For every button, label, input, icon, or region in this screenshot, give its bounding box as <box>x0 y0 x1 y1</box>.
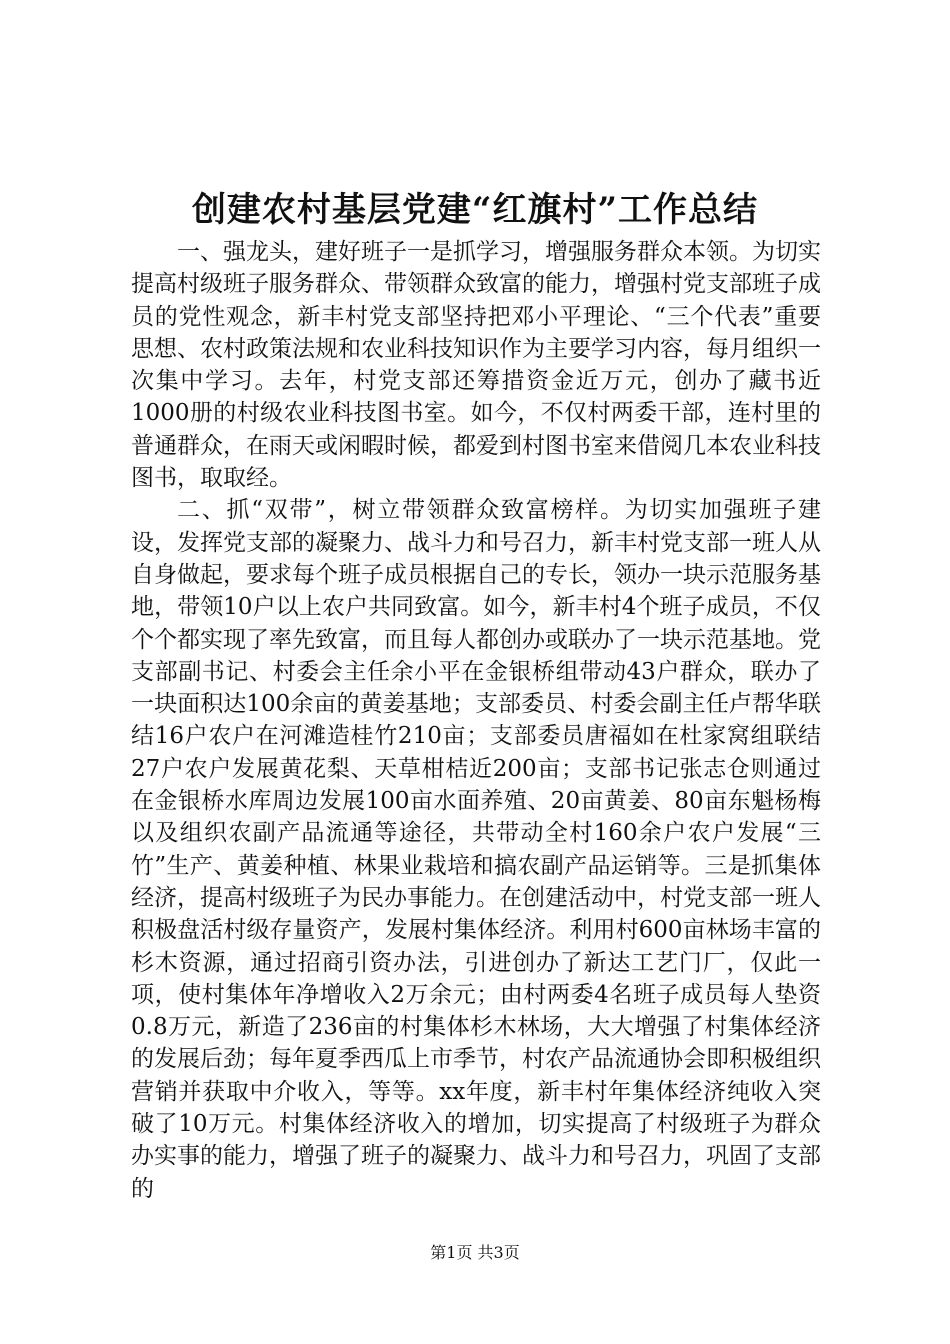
page-number-footer: 第1页 共3页 <box>430 1243 520 1262</box>
paragraph-2: 二、抓“双带”，树立带领群众致富榜样。为切实加强班子建设，发挥党支部的凝聚力、战斗力和号召力，新丰村党支部一班人从自身做起，要求每个班子成员根据自己的专长，领办一块示范服务基地，带领10户以上农户共同致富。如今，新丰村4个班子成员，不仅个个都实现了率先致富，而且每人都创办或联办了一块示范基地。党支部副书记、村委会主任余小平在金银桥组带动43户群众，联办了一块面积达100余亩的黄姜基地；支部委员、村委会副主任卢帮华联结16户农户在河滩造桂竹210亩；支部委员唐福如在杜家窝组联结27户农户发展黄花梨、天草柑桔近200亩；支部书记张志仓则通过在金银桥水库周边发展100亩水面养殖、20亩黄姜、80亩东魁杨梅以及组织农副产品流通等途径，共带动全村160余户农户发展“三竹”生产、黄姜种植、林果业栽培和搞农副产品运销等。三是抓集体经济，提高村级班子为民办事能力。在创建活动中，村党支部一班人积极盘活村级存量资产，发展村集体经济。利用村600亩林场丰富的杉木资源，通过招商引资办法，引进创办了新达工艺门厂，仅此一项，使村集体年净增收入2万余元；由村两委4名班子成员每人垫资0.8万元，新造了236亩的村集体杉木林场，大大增强了村集体经济的发展后劲；每年夏季西瓜上市季节，村农产品流通协会即积极组织营销并获取中介收入，等等。xx年度，新丰村年集体经济纯收入突破了10万元。村集体经济收入的增加，切实提高了村级班子为群众办实事的能力，增强了班子的凝聚力、战斗力和号召力，巩固了支部的 <box>131 497 821 1202</box>
document-title: 创建农村基层党建“红旗村”工作总结 <box>191 190 759 230</box>
paragraph-1: 一、强龙头，建好班子一是抓学习，增强服务群众本领。为切实提高村级班子服务群众、带领群众致富的能力，增强村党支部班子成员的党性观念，新丰村党支部坚持把邓小平理论、“三个代表”重要思想、农村政策法规和农业科技知识作为主要学习内容，每月组织一次集中学习。去年，村党支部还筹措资金近万元，创办了藏书近1000册的村级农业科技图书室。如今，不仅村两委干部，连村里的普通群众，在雨天或闲暇时候，都爱到村图书室来借阅几本农业科技图书，取取经。 <box>131 239 821 492</box>
document-body <box>131 236 821 1205</box>
